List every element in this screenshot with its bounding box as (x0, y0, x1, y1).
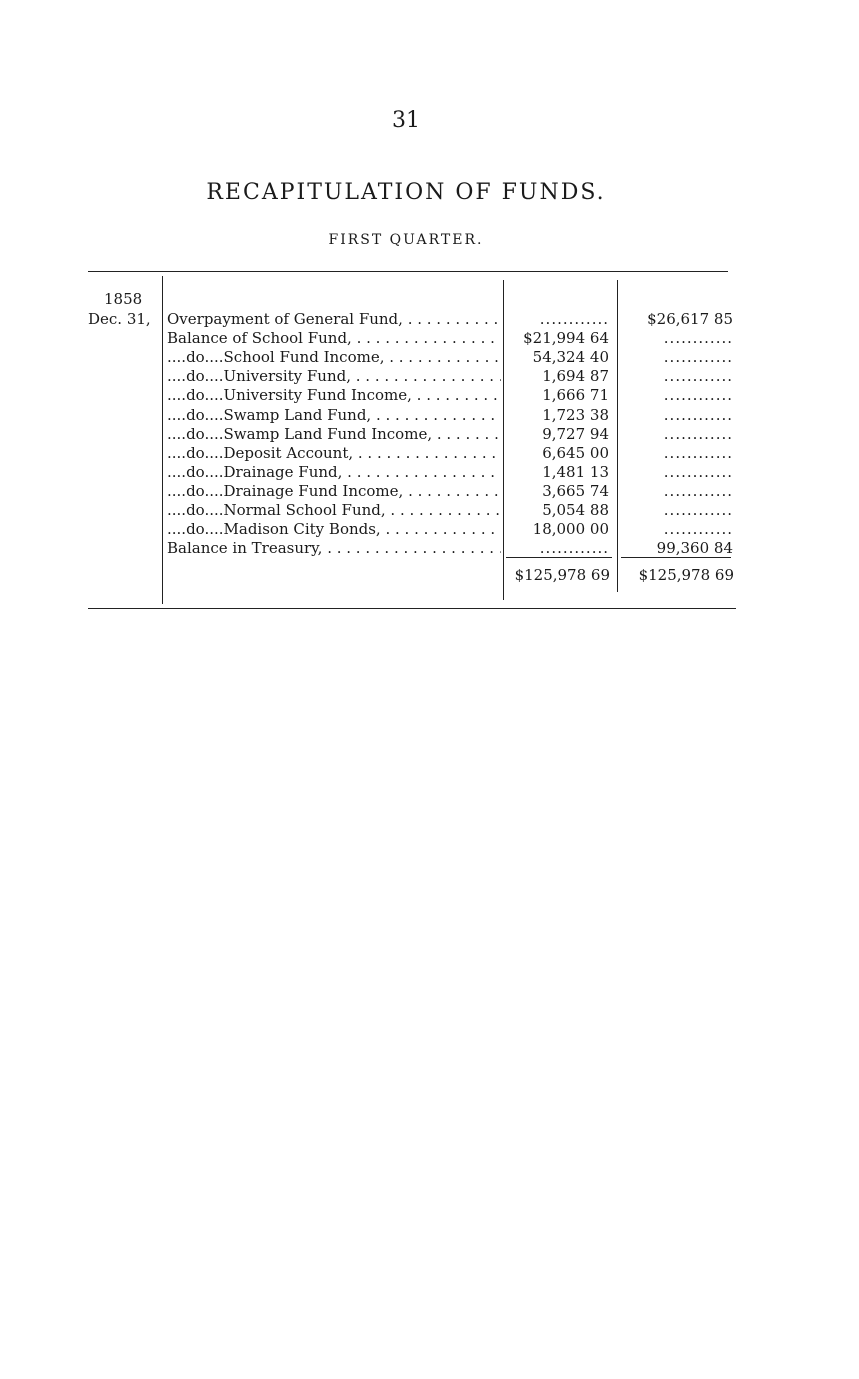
amount-col1: 1,694 87 (542, 367, 609, 386)
table-divider-date (162, 276, 163, 604)
fund-label: ....do....Swamp Land Fund Income, . . . (167, 425, 501, 444)
table-row (167, 406, 733, 425)
amount-col1: 1,666 71 (542, 386, 609, 405)
table-row (167, 425, 733, 444)
total-col2: $125,978 69 (638, 566, 734, 584)
table-bottom-rule (88, 608, 736, 609)
fund-label: Balance of School Fund, . . . (167, 329, 501, 348)
table-row (167, 444, 733, 463)
fund-label: ....do....University Fund Income, . . . (167, 386, 501, 405)
amount-col2: $26,617 85 (647, 310, 733, 328)
entry-year: 1858 (104, 290, 143, 308)
amount-col2: ............ (663, 443, 733, 462)
fund-label: ....do....Normal School Fund, . . . (167, 501, 501, 520)
table-row (167, 310, 733, 329)
amount-col2: ............ (663, 481, 733, 500)
amount-col1: 1,481 13 (542, 462, 609, 481)
fund-label: ....do....School Fund Income, . . . (167, 348, 501, 367)
table-row (167, 348, 733, 367)
page-number: 31 (392, 108, 420, 133)
section-subtitle: FIRST QUARTER. (328, 232, 484, 248)
amount-col2: ............ (663, 462, 733, 481)
table-row (167, 367, 733, 386)
amount-col2: ............ (663, 424, 733, 443)
table-row (167, 386, 733, 405)
table-row (167, 520, 733, 539)
fund-label: ....do....Swamp Land Fund, . . . (167, 406, 501, 425)
amount-col2: ............ (663, 405, 733, 424)
amount-col2: ............ (663, 329, 733, 348)
fund-label: Overpayment of General Fund, . . . (167, 310, 501, 329)
amount-col2: ............ (663, 520, 733, 539)
amount-col2: ............ (663, 348, 733, 367)
fund-label: ....do....University Fund, . . . (167, 367, 501, 386)
fund-label: ....do....Drainage Fund, . . . (167, 463, 501, 482)
amount-col1: 18,000 00 (532, 520, 609, 539)
entry-date: Dec. 31, (88, 310, 151, 328)
totals-row (506, 566, 734, 586)
table-row (167, 482, 733, 501)
total-col1: $125,978 69 (514, 566, 610, 584)
table-row (167, 329, 733, 348)
fund-label: ....do....Madison City Bonds, . . . (167, 520, 501, 539)
amount-col1: 5,054 88 (542, 501, 609, 519)
fund-label: ....do....Drainage Fund Income, . . . (167, 482, 501, 501)
amount-col1: 9,727 94 (542, 424, 609, 443)
amount-col2: ............ (663, 386, 733, 405)
amount-col1: 54,324 40 (532, 348, 609, 367)
amount-col2: ............ (663, 367, 733, 386)
table-row (167, 501, 733, 520)
sum-rule-col2 (621, 557, 731, 558)
amount-col1: 6,645 00 (542, 443, 609, 462)
page-title: RECAPITULATION OF FUNDS. (206, 180, 606, 205)
amount-col1: 3,665 74 (542, 481, 609, 500)
sum-rule-col1 (506, 557, 612, 558)
table-top-rule (88, 271, 728, 272)
amount-col2: ............ (663, 501, 733, 519)
table-row (167, 539, 733, 558)
fund-label: Balance in Treasury, . . . (167, 539, 501, 558)
table-row (167, 463, 733, 482)
amount-col1: 1,723 38 (542, 405, 609, 424)
amount-col1: ............ (539, 310, 609, 328)
amount-col2: 99,360 84 (656, 539, 733, 558)
amount-col1: ............ (539, 539, 609, 558)
amount-col1: $21,994 64 (523, 329, 609, 348)
fund-label: ....do....Deposit Account, . . . (167, 444, 501, 463)
